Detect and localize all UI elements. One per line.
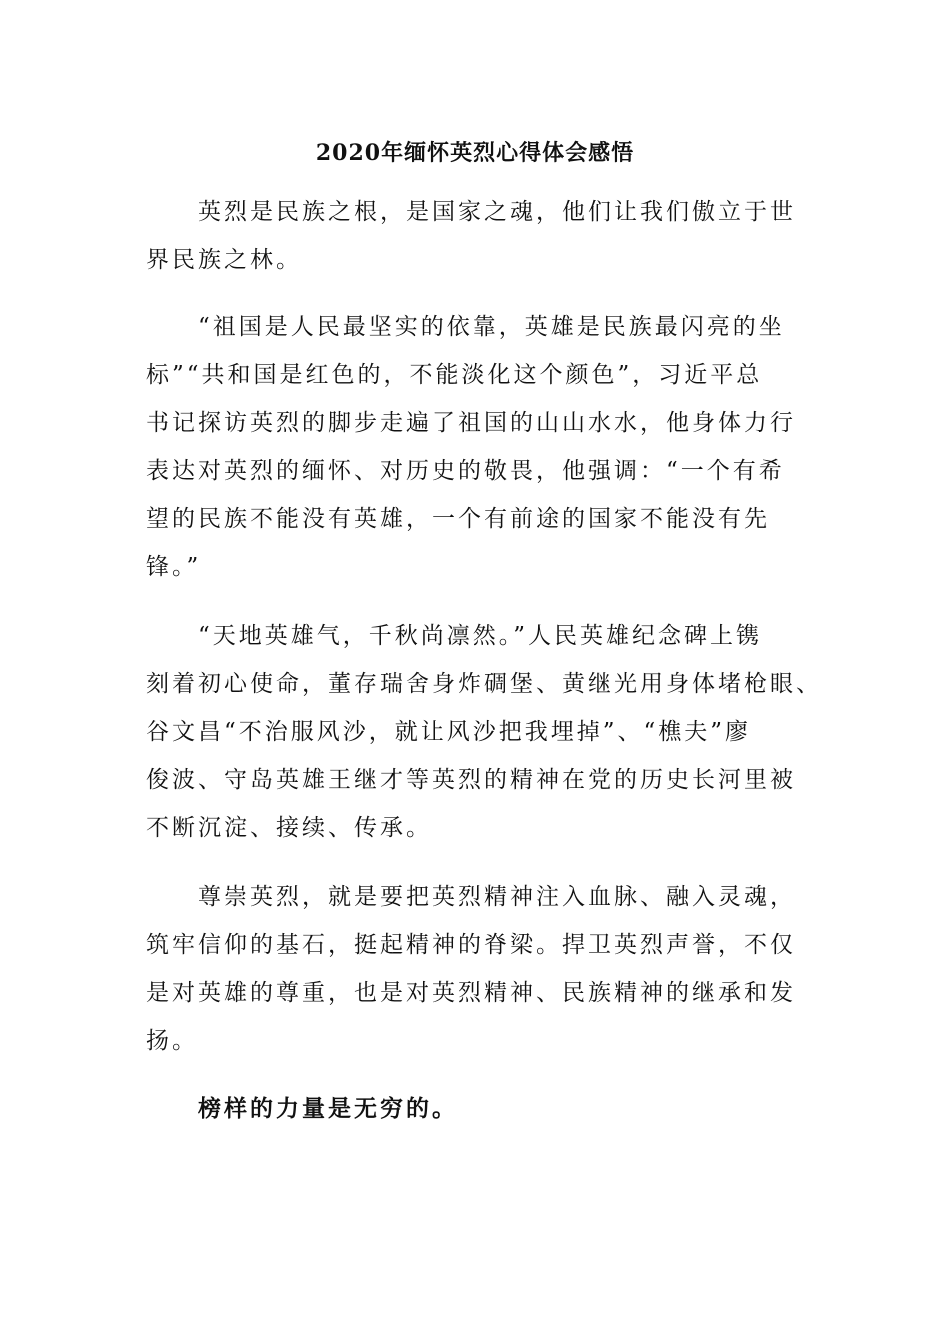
paragraph-line: 标”“共和国是红色的，不能淡化这个颜色”，习近平总 bbox=[146, 362, 763, 388]
paragraph-line: 俊波、守岛英雄王继才等英烈的精神在党的历史长河里被 bbox=[146, 767, 796, 793]
paragraph-line: 刻着初心使命，董存瑞舍身炸碉堡、黄继光用身体堵枪眼、 bbox=[146, 671, 822, 697]
paragraph-2 bbox=[146, 303, 796, 591]
paragraph-line: 英烈是民族之根，是国家之魂，他们让我们傲立于世 bbox=[146, 199, 796, 225]
paragraph-line: 筑牢信仰的基石，挺起精神的脊梁。捍卫英烈声誉，不仅 bbox=[146, 932, 796, 958]
paragraph-line: 界民族之林。 bbox=[146, 247, 302, 273]
paragraph-line: 尊崇英烈，就是要把英烈精神注入血脉、融入灵魂， bbox=[146, 884, 796, 910]
paragraph-line: 望的民族不能没有英雄，一个有前途的国家不能没有先 bbox=[146, 506, 770, 532]
paragraph-3 bbox=[146, 612, 822, 852]
paragraph-line: 是对英雄的尊重，也是对英烈精神、民族精神的继承和发 bbox=[146, 980, 796, 1006]
paragraph-line: 书记探访英烈的脚步走遍了祖国的山山水水，他身体力行 bbox=[146, 410, 796, 436]
paragraph-5-bold bbox=[146, 1085, 786, 1133]
paragraph-4 bbox=[146, 873, 796, 1065]
paragraph-1 bbox=[146, 188, 796, 284]
paragraph-line: 谷文昌“不治服风沙，就让风沙把我埋掉”、“樵夫”廖 bbox=[146, 719, 752, 745]
paragraph-line: “祖国是人民最坚实的依靠，英雄是民族最闪亮的坐 bbox=[146, 314, 785, 340]
paragraph-line: 榜样的力量是无穷的。 bbox=[146, 1095, 458, 1122]
paragraph-line: “天地英雄气，千秋尚凛然。”人民英雄纪念碑上镌 bbox=[146, 623, 763, 649]
document-title: 2020年缅怀英烈心得体会感悟 bbox=[315, 140, 635, 166]
paragraph-line: 表达对英烈的缅怀、对历史的敬畏，他强调：“一个有希 bbox=[146, 458, 785, 484]
paragraph-line: 不断沉淀、接续、传承。 bbox=[146, 815, 432, 841]
paragraph-line: 锋。” bbox=[146, 554, 202, 580]
paragraph-line: 扬。 bbox=[146, 1028, 198, 1054]
